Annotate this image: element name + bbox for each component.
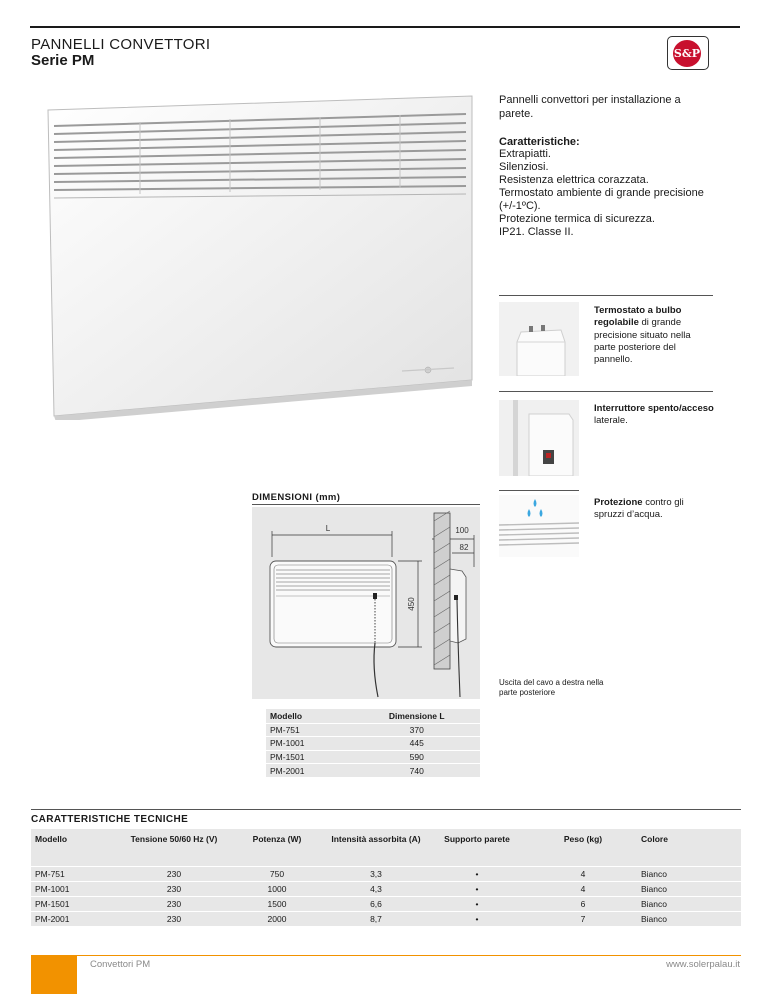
- switch-photo: [499, 400, 579, 476]
- table-header: Tensione 50/60 Hz (V): [121, 829, 227, 866]
- table-header: Modello: [266, 709, 353, 723]
- detail-switch: [594, 403, 714, 428]
- cable-note: Uscita del cavo a destra nella parte posteriore: [499, 678, 604, 697]
- thermostat-photo: [499, 302, 579, 376]
- table-cell: 8,7: [327, 911, 425, 926]
- dim-label-l: L: [325, 524, 331, 533]
- dim-label-depth-inner: 82: [459, 543, 469, 552]
- detail-text: laterale.: [594, 415, 628, 427]
- dim-label-depth-outer: 100: [455, 526, 469, 535]
- feature-item: Extrapiatti.: [499, 148, 551, 160]
- feature-item: IP21. Classe II.: [499, 226, 574, 238]
- table-cell: 4: [529, 881, 637, 896]
- table-cell: 230: [121, 911, 227, 926]
- feature-item: Silenziosi.: [499, 161, 549, 173]
- table-header: Potenza (W): [227, 829, 327, 866]
- switch-icon: [499, 400, 579, 476]
- table-cell: 1500: [227, 896, 327, 911]
- tech-title: CARATTERISTICHE TECNICHE: [31, 814, 189, 825]
- dimension-table: [266, 709, 480, 777]
- table-cell: 230: [121, 881, 227, 896]
- table-header: Peso (kg): [529, 829, 637, 866]
- detail-bold: Protezione: [594, 497, 643, 508]
- detail-thermostat: [594, 305, 714, 366]
- logo-mark: S&P: [673, 40, 701, 67]
- table-row: [266, 750, 480, 764]
- feature-item: Resistenza elettrica corazzata.: [499, 174, 649, 186]
- table-cell: 3,3: [327, 866, 425, 881]
- table-cell: Bianco: [637, 896, 741, 911]
- dimensions-rule: [252, 504, 480, 505]
- table-cell: PM-2001: [266, 764, 353, 778]
- thermostat-icon: [499, 302, 579, 376]
- table-row: [266, 723, 480, 737]
- table-cell: 6: [529, 896, 637, 911]
- table-cell: •: [425, 896, 529, 911]
- dimensions-title: DIMENSIONI (mm): [252, 492, 341, 503]
- table-cell: PM-751: [266, 723, 353, 737]
- table-cell: 750: [227, 866, 327, 881]
- table-cell: 370: [353, 723, 480, 737]
- table-cell: PM-1001: [31, 881, 121, 896]
- detail-rule: [499, 295, 713, 296]
- features-list: [499, 148, 717, 239]
- intro-text: Pannelli convettori per installazione a parete.: [499, 94, 681, 120]
- table-cell: PM-1501: [266, 750, 353, 764]
- table-cell: PM-751: [31, 866, 121, 881]
- table-row: [31, 911, 741, 926]
- detail-bold: Interruttore spento/acceso: [594, 403, 714, 414]
- detail-protection: [594, 497, 714, 522]
- table-cell: 230: [121, 866, 227, 881]
- footer-accent-block: [31, 956, 77, 994]
- table-cell: •: [425, 881, 529, 896]
- feature-item: Protezione termica di sicurezza.: [499, 213, 655, 225]
- convector-panel-image: [40, 90, 480, 420]
- table-cell: 445: [353, 737, 480, 751]
- table-header: Intensità assorbita (A): [327, 829, 425, 866]
- detail-text: contro gli spruzzi d’acqua.: [594, 497, 684, 521]
- table-header-row: [31, 829, 741, 866]
- footer-website-link[interactable]: www.solerpalau.it: [666, 959, 740, 970]
- dimensions-drawing: [252, 507, 480, 699]
- detail-text: di grande precisione situato nella parte posteriore del pannello.: [594, 317, 691, 366]
- protection-photo: [499, 495, 579, 557]
- features-heading: Caratteristiche:: [499, 136, 580, 148]
- series-subtitle: Serie PM: [31, 52, 95, 69]
- page-title: PANNELLI CONVETTORI: [31, 36, 211, 53]
- footer-rule: [31, 955, 741, 956]
- table-cell: •: [425, 866, 529, 881]
- table-cell: 590: [353, 750, 480, 764]
- table-cell: PM-1001: [266, 737, 353, 751]
- top-rule: [30, 26, 740, 28]
- table-header-row: [266, 709, 480, 723]
- detail-bold: Termostato a bulbo regolabile: [594, 305, 682, 329]
- table-cell: 740: [353, 764, 480, 778]
- detail-rule: [499, 490, 579, 491]
- water-drops-icon: [499, 495, 579, 557]
- table-cell: Bianco: [637, 881, 741, 896]
- table-cell: 230: [121, 896, 227, 911]
- table-row: [31, 866, 741, 881]
- table-cell: 1000: [227, 881, 327, 896]
- table-row: [31, 896, 741, 911]
- table-header: Supporto parete: [425, 829, 529, 866]
- table-cell: 2000: [227, 911, 327, 926]
- table-cell: PM-1501: [31, 896, 121, 911]
- table-header: Modello: [31, 829, 121, 866]
- table-header: Colore: [637, 829, 741, 866]
- table-cell: 4,3: [327, 881, 425, 896]
- table-cell: 6,6: [327, 896, 425, 911]
- table-cell: 4: [529, 866, 637, 881]
- dim-label-height: 450: [407, 597, 416, 611]
- table-row: [31, 881, 741, 896]
- table-cell: 7: [529, 911, 637, 926]
- tech-table: [31, 829, 741, 926]
- brand-logo: [667, 36, 709, 70]
- table-row: [266, 737, 480, 751]
- feature-item: Termostato ambiente di grande precisione (+/-1ºC).: [499, 187, 704, 212]
- table-cell: Bianco: [637, 911, 741, 926]
- table-cell: PM-2001: [31, 911, 121, 926]
- table-header: Dimensione L: [353, 709, 480, 723]
- dimension-diagram: [252, 507, 480, 699]
- detail-rule: [499, 391, 713, 392]
- table-cell: •: [425, 911, 529, 926]
- footer-section-label: Convettori PM: [90, 959, 151, 970]
- tech-rule: [31, 809, 741, 810]
- table-cell: Bianco: [637, 866, 741, 881]
- table-row: [266, 764, 480, 778]
